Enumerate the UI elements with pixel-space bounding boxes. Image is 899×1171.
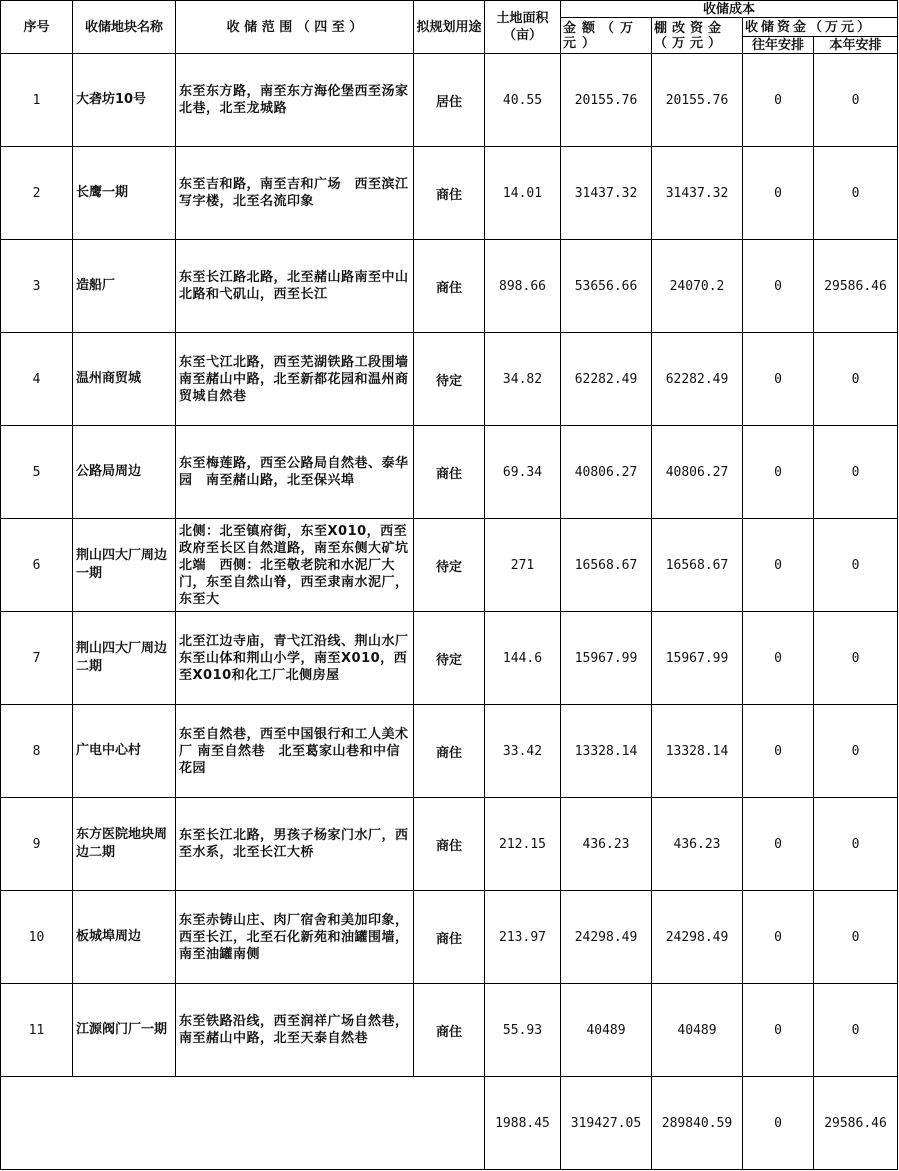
row-this-year: 0 — [814, 705, 898, 798]
row-plot-name: 公路局周边 — [73, 426, 176, 519]
row-previous-years: 0 — [743, 147, 814, 240]
row-previous-years: 0 — [743, 798, 814, 891]
row-amount: 436.23 — [561, 798, 652, 891]
header-previous-years: 往年安排 — [743, 37, 814, 54]
header-renovation-fund: 棚改资金（万元） — [652, 18, 743, 54]
row-this-year: 0 — [814, 333, 898, 426]
row-plot-name: 荆山四大厂周边二期 — [73, 612, 176, 705]
row-seq: 2 — [1, 147, 73, 240]
row-planned-use: 商住 — [414, 426, 485, 519]
row-amount: 62282.49 — [561, 333, 652, 426]
row-this-year: 0 — [814, 426, 898, 519]
total-previous-years: 0 — [743, 1077, 814, 1170]
row-planned-use: 商住 — [414, 984, 485, 1077]
row-planned-use: 待定 — [414, 333, 485, 426]
row-this-year: 0 — [814, 891, 898, 984]
row-area: 213.97 — [485, 891, 561, 984]
row-previous-years: 0 — [743, 240, 814, 333]
row-seq: 4 — [1, 333, 73, 426]
row-previous-years: 0 — [743, 705, 814, 798]
row-area: 898.66 — [485, 240, 561, 333]
row-scope: 东至自然巷，西至中国银行和工人美术厂 南至自然巷 北至葛家山巷和中信花园 — [176, 705, 414, 798]
row-scope: 北至江边寺庙，青弋江沿线、荆山水厂 东至山体和荆山小学，南至X010，西至X010和化工厂北侧房屋 — [176, 612, 414, 705]
row-scope: 东至弋江北路，西至芜湖铁路工段围墙 南至赭山中路，北至新都花园和温州商贸城自然巷 — [176, 333, 414, 426]
header-name: 收储地块名称 — [73, 1, 176, 54]
header-use: 拟规划用途 — [414, 1, 485, 54]
header-amount: 金额（万元） — [561, 18, 652, 54]
row-previous-years: 0 — [743, 519, 814, 612]
row-area: 212.15 — [485, 798, 561, 891]
row-area: 14.01 — [485, 147, 561, 240]
total-row — [1, 1077, 898, 1170]
total-renovation-fund: 289840.59 — [652, 1077, 743, 1170]
row-area: 40.55 — [485, 54, 561, 147]
table-row — [1, 705, 898, 798]
row-planned-use: 商住 — [414, 798, 485, 891]
row-renovation-fund: 62282.49 — [652, 333, 743, 426]
row-area: 69.34 — [485, 426, 561, 519]
row-plot-name: 长鹰一期 — [73, 147, 176, 240]
table-row — [1, 612, 898, 705]
row-scope: 东至梅莲路，西至公路局自然巷、泰华园 南至赭山路，北至保兴埠 — [176, 426, 414, 519]
row-this-year: 0 — [814, 798, 898, 891]
row-plot-name: 板城埠周边 — [73, 891, 176, 984]
table-row — [1, 984, 898, 1077]
table-row — [1, 147, 898, 240]
row-this-year: 0 — [814, 147, 898, 240]
row-renovation-fund: 24070.2 — [652, 240, 743, 333]
row-area: 271 — [485, 519, 561, 612]
header-scope: 收 储 范 围 （ 四 至 ） — [176, 1, 414, 54]
row-plot-name: 广电中心村 — [73, 705, 176, 798]
row-scope: 东至吉和路，南至吉和广场 西至滨江写字楼，北至名流印象 — [176, 147, 414, 240]
table-row — [1, 426, 898, 519]
row-renovation-fund: 16568.67 — [652, 519, 743, 612]
table-row — [1, 240, 898, 333]
table-row — [1, 333, 898, 426]
row-planned-use: 居住 — [414, 54, 485, 147]
row-seq: 1 — [1, 54, 73, 147]
row-amount: 40489 — [561, 984, 652, 1077]
row-plot-name: 造船厂 — [73, 240, 176, 333]
total-label-blank — [1, 1077, 485, 1170]
row-amount: 16568.67 — [561, 519, 652, 612]
row-area: 144.6 — [485, 612, 561, 705]
total-this-year: 29586.46 — [814, 1077, 898, 1170]
row-renovation-fund: 24298.49 — [652, 891, 743, 984]
row-this-year: 0 — [814, 612, 898, 705]
row-seq: 8 — [1, 705, 73, 798]
row-scope: 北侧：北至镇府街，东至X010，西至政府至长区自然道路，南至东侧大矿坑北端 西侧：北至敬老院和水泥厂大门，东至自然山脊，西至隶南水泥厂，东至大 — [176, 519, 414, 612]
row-amount: 31437.32 — [561, 147, 652, 240]
row-scope: 东至赤铸山庄、肉厂宿舍和美加印象，西至长江，北至石化新苑和油罐围墙，南至油罐南侧 — [176, 891, 414, 984]
total-area: 1988.45 — [485, 1077, 561, 1170]
table-row — [1, 891, 898, 984]
row-renovation-fund: 436.23 — [652, 798, 743, 891]
header-seq: 序号 — [1, 1, 73, 54]
row-amount: 40806.27 — [561, 426, 652, 519]
row-seq: 10 — [1, 891, 73, 984]
header-this-year: 本年安排 — [814, 37, 898, 54]
table-row — [1, 519, 898, 612]
row-previous-years: 0 — [743, 333, 814, 426]
row-planned-use: 商住 — [414, 891, 485, 984]
row-renovation-fund: 40489 — [652, 984, 743, 1077]
row-plot-name: 大砻坊10号 — [73, 54, 176, 147]
row-renovation-fund: 15967.99 — [652, 612, 743, 705]
row-previous-years: 0 — [743, 426, 814, 519]
row-seq: 7 — [1, 612, 73, 705]
row-area: 55.93 — [485, 984, 561, 1077]
row-plot-name: 温州商贸城 — [73, 333, 176, 426]
row-plot-name: 东方医院地块周边二期 — [73, 798, 176, 891]
row-planned-use: 待定 — [414, 519, 485, 612]
row-scope: 东至东方路，南至东方海伦堡西至汤家北巷，北至龙城路 — [176, 54, 414, 147]
row-this-year: 0 — [814, 519, 898, 612]
row-renovation-fund: 31437.32 — [652, 147, 743, 240]
row-amount: 20155.76 — [561, 54, 652, 147]
row-this-year: 0 — [814, 984, 898, 1077]
row-previous-years: 0 — [743, 891, 814, 984]
row-previous-years: 0 — [743, 984, 814, 1077]
row-renovation-fund: 13328.14 — [652, 705, 743, 798]
row-planned-use: 商住 — [414, 240, 485, 333]
row-area: 34.82 — [485, 333, 561, 426]
row-planned-use: 商住 — [414, 147, 485, 240]
row-previous-years: 0 — [743, 612, 814, 705]
row-plot-name: 荆山四大厂周边一期 — [73, 519, 176, 612]
row-this-year: 0 — [814, 54, 898, 147]
row-seq: 3 — [1, 240, 73, 333]
row-seq: 5 — [1, 426, 73, 519]
row-amount: 13328.14 — [561, 705, 652, 798]
row-amount: 24298.49 — [561, 891, 652, 984]
row-this-year: 29586.46 — [814, 240, 898, 333]
row-seq: 9 — [1, 798, 73, 891]
row-amount: 53656.66 — [561, 240, 652, 333]
row-previous-years: 0 — [743, 54, 814, 147]
row-amount: 15967.99 — [561, 612, 652, 705]
row-scope: 东至铁路沿线，西至润祥广场自然巷，南至赭山中路，北至天泰自然巷 — [176, 984, 414, 1077]
header-cost-group: 收储成本 — [561, 1, 898, 18]
row-area: 33.42 — [485, 705, 561, 798]
row-seq: 6 — [1, 519, 73, 612]
table-row — [1, 54, 898, 147]
row-renovation-fund: 40806.27 — [652, 426, 743, 519]
row-scope: 东至长江路北路，北至赭山路南至中山北路和弋矶山，西至长江 — [176, 240, 414, 333]
row-seq: 11 — [1, 984, 73, 1077]
table-row — [1, 798, 898, 891]
total-amount: 319427.05 — [561, 1077, 652, 1170]
row-planned-use: 商住 — [414, 705, 485, 798]
header-fund-group: 收储资金（万元） — [743, 18, 898, 37]
row-scope: 东至长江北路，男孩子杨家门水厂，西至水系，北至长江大桥 — [176, 798, 414, 891]
row-renovation-fund: 20155.76 — [652, 54, 743, 147]
row-planned-use: 待定 — [414, 612, 485, 705]
row-plot-name: 江源阀门厂一期 — [73, 984, 176, 1077]
header-area: 土地面积（亩） — [485, 1, 561, 54]
